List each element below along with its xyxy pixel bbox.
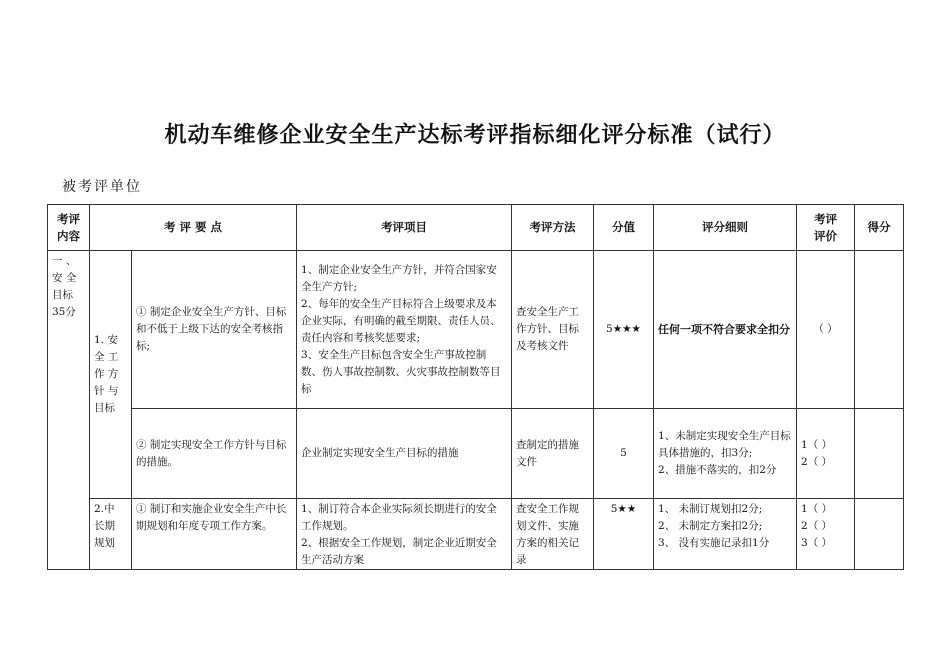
method-cell: 查安全工作规划文件、实施方案的相关记录: [512, 499, 594, 570]
header-items: 考评项目: [297, 205, 512, 251]
items-cell: 企业制定实现安全生产目标的措施: [297, 409, 512, 499]
point-cell: ② 制定实现安全工作方针与目标的措施。: [132, 409, 297, 499]
method-cell: 查制定的措施文件: [512, 409, 594, 499]
point-cell: ① 制定企业安全生产方针、目标和不低于上级下达的安全考核指标;: [132, 251, 297, 409]
header-got: 得分: [855, 205, 904, 251]
header-score: 分值: [594, 205, 654, 251]
got-cell: [855, 409, 904, 499]
evaluated-unit-label: 被考评单位: [62, 179, 142, 195]
score-cell: 5★★: [594, 499, 654, 570]
subcategory-cell: 2.中 长期 规划: [90, 499, 132, 570]
got-cell: [855, 251, 904, 409]
scoring-standard-table: [47, 204, 904, 570]
items-cell: 1、制订符合本企业实际须长期进行的安全工作规划。 2、根据安全工作规划，制定企业近期安全生产活动方案: [297, 499, 512, 570]
method-cell: 查安全生产工作方针、目标及考核文件: [512, 251, 594, 409]
rules-cell: 1、 未制订规划扣2分; 2、 未制定方案扣2分; 3、 没有实施记录扣1分: [654, 499, 797, 570]
table-row: [48, 499, 904, 570]
rules-cell: 任何一项不符合要求全扣分: [654, 251, 797, 409]
eval-cell: 1（ ） 2（ ） 3（ ）: [797, 499, 855, 570]
table-header-row: [48, 205, 904, 251]
header-content: 考评 内容: [48, 205, 90, 251]
eval-cell: （ ）: [797, 251, 855, 409]
score-cell: 5: [594, 409, 654, 499]
got-cell: [855, 499, 904, 570]
rules-cell: 1、未制定实现安全生产目标具体措施的，扣3分; 2、措施不落实的，扣2分: [654, 409, 797, 499]
point-cell: ① 制订和实施企业安全生产中长期规划和年度专项工作方案。: [132, 499, 297, 570]
header-method: 考评方法: [512, 205, 594, 251]
items-cell: 1、制定企业安全生产方针，并符合国家安全生产方针; 2、每年的安全生产目标符合上级要求及本企业实际，有明确的截至期限、责任人员、责任内容和考核奖惩要求; 3、安全生产目标包含安全生产事故控制数、伤人事故控制数、火灾事故控制数等目标: [297, 251, 512, 409]
score-cell: 5★★★: [594, 251, 654, 409]
table-row: [48, 251, 904, 409]
subcategory-cell: 1. 安 全 工 作 方 针 与 目标: [90, 251, 132, 499]
header-rules: 评分细则: [654, 205, 797, 251]
document-title: 机动车维修企业安全生产达标考评指标细化评分标准（试行）: [164, 123, 786, 148]
header-eval: 考评 评价: [797, 205, 855, 251]
header-points: 考 评 要 点: [90, 205, 297, 251]
eval-cell: 1（ ） 2（ ）: [797, 409, 855, 499]
category-cell: 一 、 安 全 目标 35分: [48, 251, 90, 570]
table-row: [48, 409, 904, 499]
